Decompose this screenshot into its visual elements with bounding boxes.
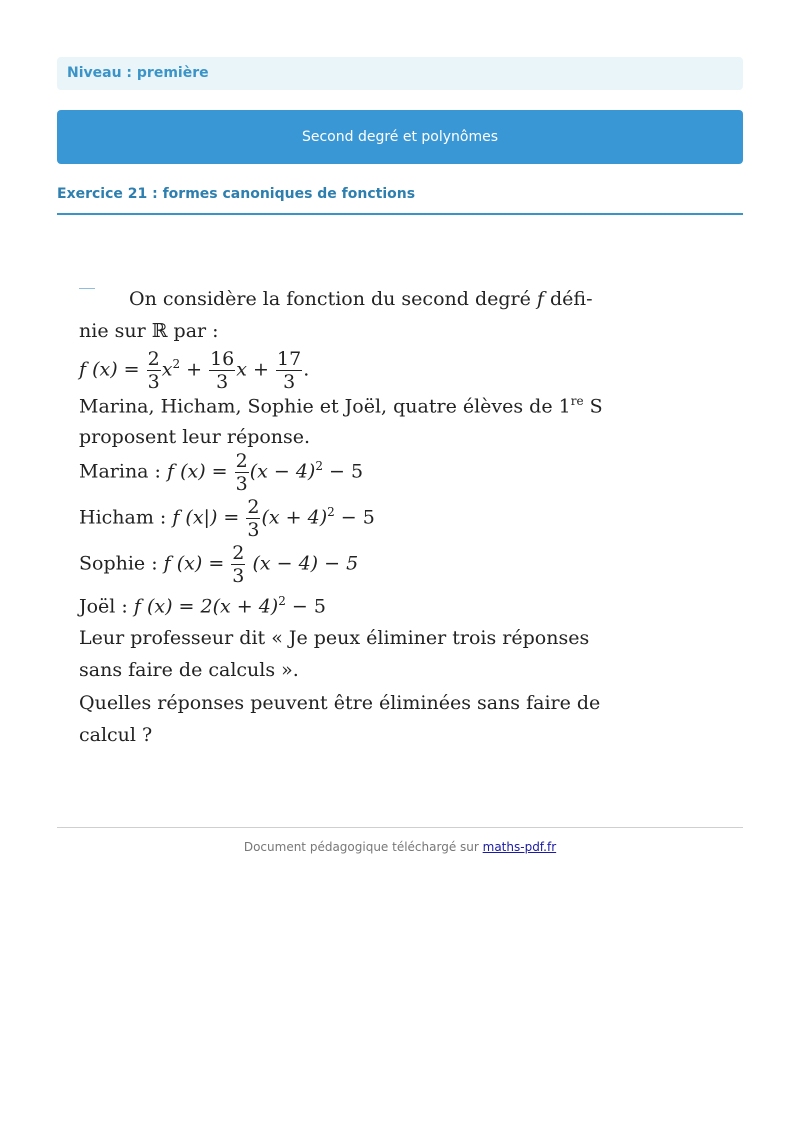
intro-line-2: nie sur ℝ par : [79,320,219,342]
question-line-1: Quelles réponses peuvent être éliminées sans faire de [79,692,601,714]
fraction: $\frac{2}{3}$ [235,450,248,495]
teacher-line-2: sans faire de calculs ». [79,659,299,681]
fraction: $\frac{2}{3}$ [232,542,245,587]
fraction: $\frac{2}{3}$ [147,348,160,393]
footer-divider [57,827,743,828]
fraction: $\frac{16}{3}$ [210,348,235,393]
function-definition: f (x) = $\frac{2}{3}$ $x^2$ + $\frac{16}{3}$ x + $\frac{17}{3}$ . [79,348,310,393]
exercise-title: Exercice 21 : formes canoniques de fonctions [57,186,743,215]
footer-link[interactable]: maths-pdf.fr [482,840,557,854]
fraction: $\frac{17}{3}$ [277,348,302,393]
students-line-2: proposent leur réponse. [79,426,311,448]
answer-marina: Marina : f (x) = $\frac{2}{3}$ $(x - 4)^2 - 5$ [79,450,364,495]
students-line-1: Marina, Hicham, Sophie et Joël, quatre élèves de 1re S [79,394,603,418]
question-line-2: calcul ? [79,724,153,746]
fraction: $\frac{2}{3}$ [247,496,260,541]
level-label: Niveau : première [57,57,743,90]
footer-text: Document pédagogique téléchargé sur [243,840,483,854]
chapter-title: Second degré et polynômes [57,110,743,164]
intro-line-1: On considère la fonction du second degré f défi- [129,288,593,310]
footer [57,840,743,854]
answer-sophie: Sophie : f (x) = $\frac{2}{3}$ (x − 4) − 5 [79,542,359,587]
answer-joel: Joël : f $(x) = 2(x + 4)^2 - 5$ [79,594,326,618]
answer-hicham: Hicham : f (x|) = $\frac{2}{3}$ $(x + 4)^2 - 5$ [79,496,375,541]
teacher-line-1: Leur professeur dit « Je peux éliminer trois réponses [79,627,590,649]
